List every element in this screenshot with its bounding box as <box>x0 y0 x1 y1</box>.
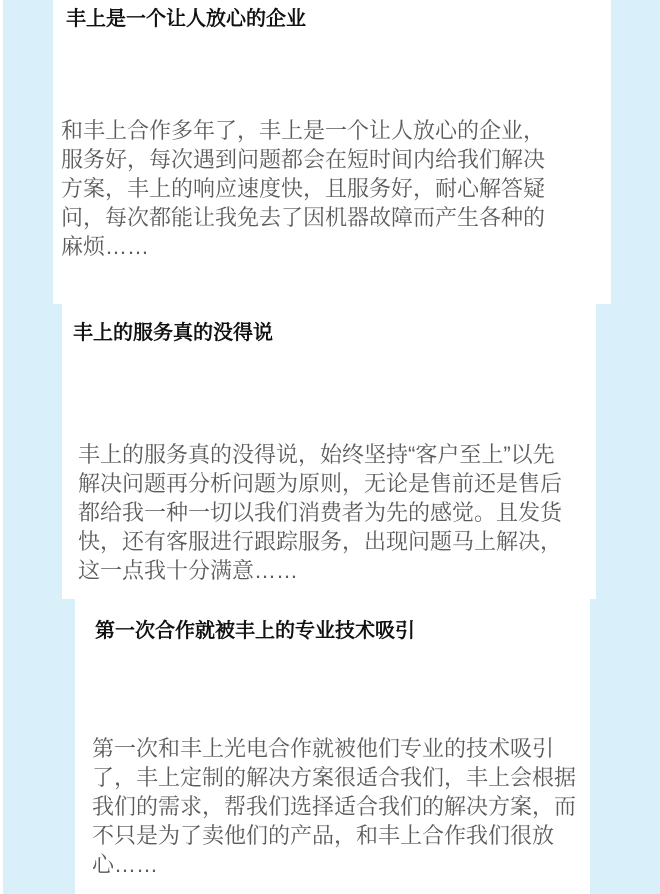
body-line: 了，丰上定制的解决方案很适合我们，丰上会根据 <box>92 765 577 790</box>
body-line: 服务好，每次遇到问题都会在短时间内给我们解决 <box>61 147 546 172</box>
testimonial-card-2 <box>62 304 596 599</box>
body-line: 第一次和丰上光电合作就被他们专业的技术吸引 <box>92 736 555 761</box>
testimonial-body <box>78 440 562 585</box>
testimonial-body <box>61 116 545 261</box>
testimonial-body <box>92 734 576 879</box>
body-line: 丰上的服务真的没得说，始终坚持“客户至上”以先 <box>78 442 555 467</box>
body-line: 解决问题再分析问题为原则，无论是售前还是售后 <box>78 471 563 496</box>
body-line: 心…… <box>92 852 159 877</box>
body-line: 我们的需求，帮我们选择适合我们的解决方案，而 <box>92 794 577 819</box>
body-line: 方案，丰上的响应速度快，且服务好，耐心解答疑 <box>61 176 546 201</box>
body-line: 都给我一种一切以我们消费者为先的感觉。且发货 <box>78 500 563 525</box>
body-line: 麻烦…… <box>61 234 150 259</box>
testimonial-card-1 <box>53 0 611 304</box>
body-line: 这一点我十分满意…… <box>78 558 299 583</box>
testimonial-title: 丰上是一个让人放心的企业 <box>66 8 306 30</box>
body-line: 不只是为了卖他们的产品，和丰上合作我们很放 <box>92 823 555 848</box>
body-line: 和丰上合作多年了，丰上是一个让人放心的企业， <box>61 118 546 143</box>
body-line: 快，还有客服进行跟踪服务，出现问题马上解决， <box>78 529 563 554</box>
testimonial-title: 第一次合作就被丰上的专业技术吸引 <box>95 620 415 642</box>
body-line: 问，每次都能让我免去了因机器故障而产生各种的 <box>61 205 546 230</box>
testimonial-title: 丰上的服务真的没得说 <box>73 322 273 344</box>
testimonial-card-3 <box>75 599 590 894</box>
